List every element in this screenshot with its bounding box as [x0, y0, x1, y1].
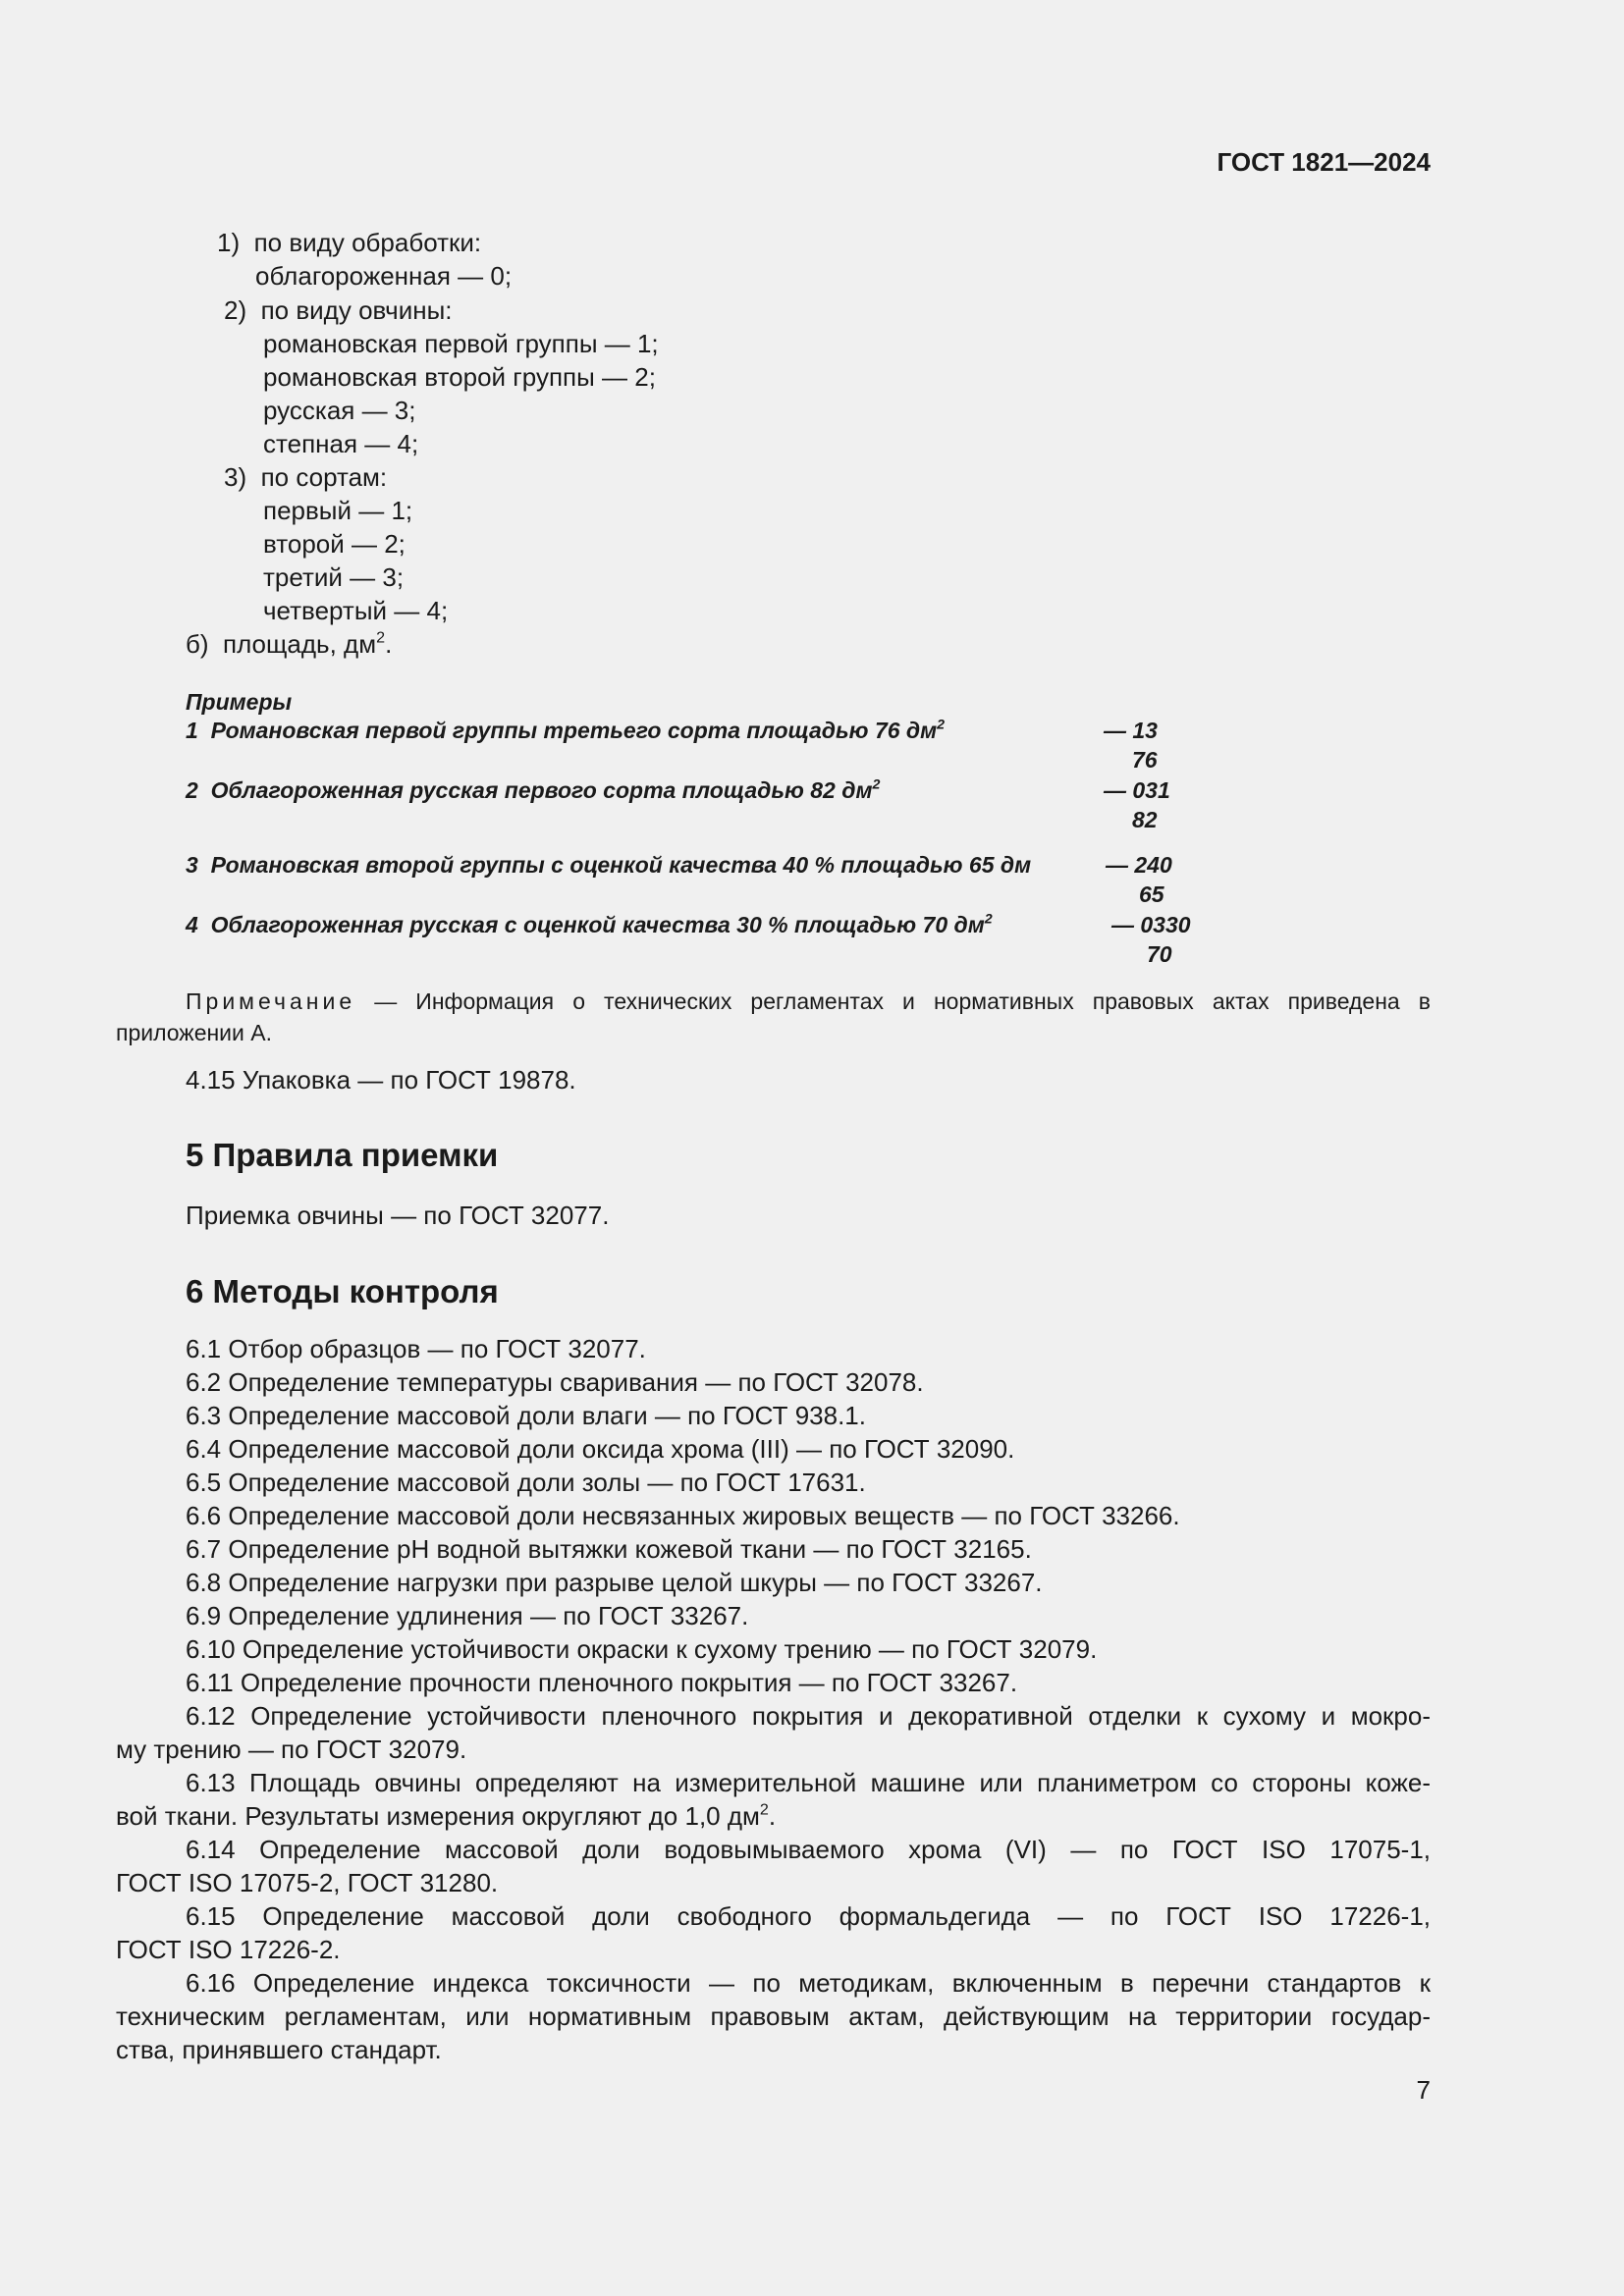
group1-number: 1) — [217, 228, 241, 257]
group3-item: четвертый — 4; — [263, 596, 449, 625]
example-number: 1 — [186, 718, 198, 743]
clause-item: 6.1 Отбор образцов — по ГОСТ 32077. — [186, 1334, 646, 1363]
group2-number: 2) — [224, 295, 247, 325]
section6-title: 6 Методы контроля — [186, 1273, 499, 1309]
example-line — [186, 716, 945, 745]
section5-text: Приемка овчины — по ГОСТ 32077. — [186, 1201, 610, 1230]
item-b-label: б) — [186, 629, 209, 659]
group2-item: романовская первой группы — 1; — [263, 329, 659, 358]
example-line — [186, 910, 993, 939]
example-text: Романовская первой группы третьего сорта площадью 76 дм — [210, 718, 938, 743]
clause-615-line1: 6.15 Определение массовой доли свободного формальдегида — по ГОСТ ISO 17226-1, — [186, 1901, 1431, 1931]
example-line — [186, 850, 1031, 880]
example-area: 70 — [1147, 941, 1172, 967]
clause-item: 6.3 Определение массовой доли влаги — по ГОСТ 938.1. — [186, 1401, 866, 1430]
clause-item: 6.8 Определение нагрузки при разрыве целой шкуры — по ГОСТ 33267. — [186, 1568, 1043, 1597]
group2-item: степная — 4; — [263, 429, 419, 458]
example-sup: 2 — [937, 717, 946, 733]
example-text: Облагороженная русская первого сорта площадью 82 дм — [210, 777, 873, 803]
clause-613-tail: . — [768, 1801, 777, 1831]
group2-item: русская — 3; — [263, 396, 416, 425]
example-area: 76 — [1132, 747, 1158, 773]
clause-616-line1: 6.16 Определение индекса токсичности — по методикам, включенным в перечни стандартов к — [186, 1968, 1431, 1998]
clause-614-line1: 6.14 Определение массовой доли водовымываемого хрома (VI) — по ГОСТ ISO 17075-1, — [186, 1835, 1431, 1864]
example-sup: 2 — [872, 776, 881, 793]
item-b-text: площадь, дм — [223, 629, 377, 659]
clause-item: 6.5 Определение массовой доли золы — по ГОСТ 17631. — [186, 1468, 866, 1497]
group1-title: по виду обработки: — [253, 228, 482, 257]
example-line — [186, 775, 880, 805]
example-area: 65 — [1139, 881, 1164, 907]
clause-616-line3: ства, принявшего стандарт. — [116, 2035, 442, 2064]
group3-item: второй — 2; — [263, 529, 406, 559]
clause-612-line1: 6.12 Определение устойчивости пленочного покрытия и декоративной отделки к сухому и мокро- — [186, 1701, 1431, 1731]
examples-heading: Примеры — [186, 689, 293, 715]
group2-heading — [224, 294, 453, 327]
example-code: — 0330 — [1111, 912, 1191, 937]
item-b-sup: 2 — [376, 628, 386, 647]
group3-heading — [224, 460, 387, 494]
clause-item: 6.6 Определение массовой доли несвязанных жировых веществ — по ГОСТ 33266. — [186, 1501, 1180, 1530]
packaging-clause: 4.15 Упаковка — по ГОСТ 19878. — [186, 1065, 576, 1095]
example-sup: 2 — [984, 911, 993, 928]
note-text: — Информация о технических регламентах и нормативных правовых актах приведена в — [355, 988, 1431, 1014]
group3-item: первый — 1; — [263, 496, 413, 525]
note-line — [186, 987, 1431, 1016]
document-id: ГОСТ 1821—2024 — [1217, 147, 1431, 177]
clause-item: 6.2 Определение температуры сваривания — по ГОСТ 32078. — [186, 1367, 924, 1397]
group3-title: по сортам: — [260, 462, 388, 492]
example-code: — 240 — [1106, 852, 1172, 878]
clause-612-line2: му трению — по ГОСТ 32079. — [116, 1735, 467, 1764]
clause-item: 6.11 Определение прочности пленочного покрытия — по ГОСТ 33267. — [186, 1668, 1018, 1697]
clause-item: 6.4 Определение массовой доли оксида хрома (III) — по ГОСТ 32090. — [186, 1434, 1015, 1464]
item-b — [186, 627, 392, 661]
clause-item: 6.7 Определение pH водной вытяжки кожевой ткани — по ГОСТ 32165. — [186, 1534, 1032, 1564]
note-label: Примечание — [186, 988, 356, 1014]
group1-heading — [217, 226, 481, 259]
example-area: 82 — [1132, 807, 1158, 832]
group2-title: по виду овчины: — [260, 295, 453, 325]
clause-613-line2 — [116, 1799, 776, 1833]
item-b-tail: . — [385, 629, 393, 659]
group3-item: третий — 3; — [263, 562, 405, 592]
clause-615-line2: ГОСТ ISO 17226-2. — [116, 1935, 341, 1964]
clause-613-line1: 6.13 Площадь овчины определяют на измерительной машине или планиметром со стороны коже- — [186, 1768, 1431, 1797]
example-code: — 13 — [1104, 718, 1158, 743]
example-number: 4 — [186, 912, 198, 937]
page-number: 7 — [1416, 2075, 1431, 2105]
group2-item: романовская второй группы — 2; — [263, 362, 656, 392]
clause-613-text: вой ткани. Результаты измерения округляют до 1,0 дм — [116, 1801, 760, 1831]
example-text: Облагороженная русская с оценкой качества 30 % площадью 70 дм — [210, 912, 985, 937]
example-code: — 031 — [1104, 777, 1170, 803]
clause-613-sup: 2 — [759, 1800, 769, 1819]
group1-item: облагороженная — 0; — [255, 261, 513, 291]
example-number: 3 — [186, 852, 198, 878]
clause-616-line2: техническим регламентам, или нормативным правовым актам, действующим на территории государ- — [116, 2002, 1431, 2031]
clause-item: 6.10 Определение устойчивости окраски к сухому трению — по ГОСТ 32079. — [186, 1634, 1098, 1664]
group3-number: 3) — [224, 462, 247, 492]
note-continuation: приложении А. — [116, 1020, 273, 1045]
example-text: Романовская второй группы с оценкой качества 40 % площадью 65 дм — [210, 852, 1032, 878]
clause-614-line2: ГОСТ ISO 17075-2, ГОСТ 31280. — [116, 1868, 499, 1897]
clause-item: 6.9 Определение удлинения — по ГОСТ 33267. — [186, 1601, 749, 1630]
example-number: 2 — [186, 777, 198, 803]
section5-title: 5 Правила приемки — [186, 1137, 499, 1173]
section6-list — [186, 1332, 1180, 1699]
